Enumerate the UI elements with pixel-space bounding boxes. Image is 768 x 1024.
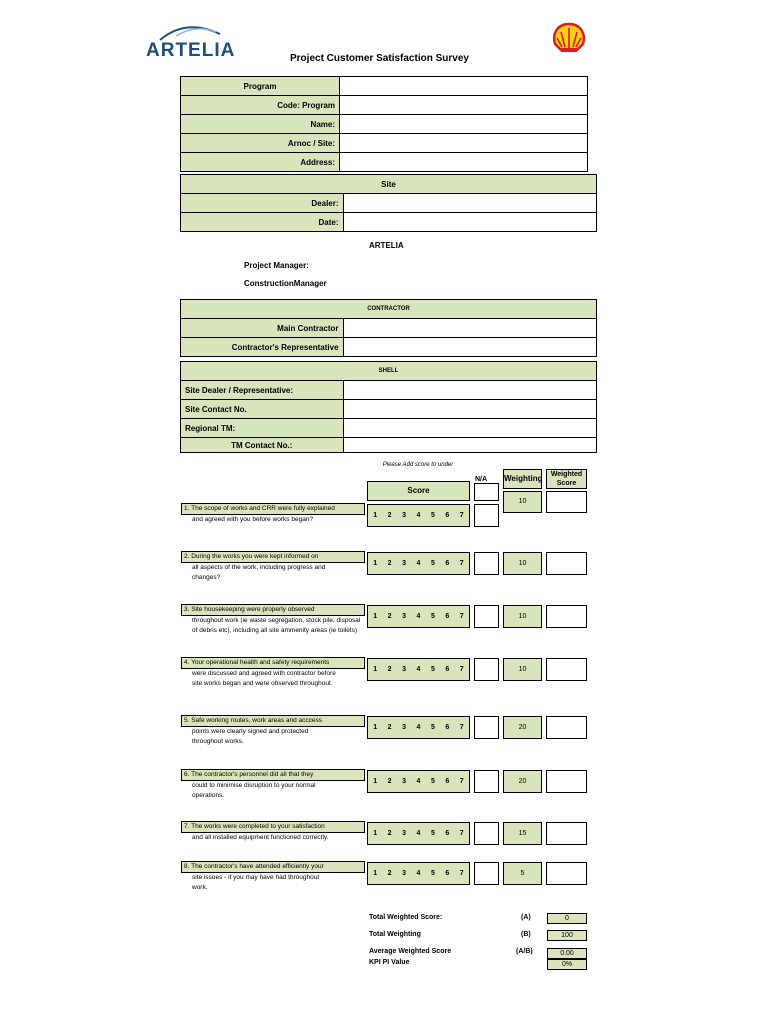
question-first-line: 2. During the works you were kept informed on bbox=[181, 551, 365, 563]
program-value[interactable] bbox=[340, 77, 588, 96]
score-scale bbox=[367, 862, 470, 885]
question-text bbox=[181, 657, 365, 689]
score-option-3[interactable]: 3 bbox=[402, 512, 406, 519]
score-option-7[interactable]: 7 bbox=[459, 830, 464, 837]
question-text bbox=[181, 715, 365, 747]
score-option-4[interactable]: 4 bbox=[416, 724, 421, 731]
date-label: Date: bbox=[181, 213, 344, 232]
score-option-6[interactable]: 6 bbox=[445, 870, 450, 877]
na-label: N/A bbox=[475, 476, 488, 483]
question-second-line: points were clearly signed and protected bbox=[192, 728, 309, 735]
question-first-line: 6. The contractor's personnel did all that they bbox=[181, 769, 365, 781]
total-weighted-value: 0 bbox=[547, 913, 587, 924]
score-option-7[interactable]: 7 bbox=[459, 778, 464, 785]
score-option-7[interactable]: 7 bbox=[459, 512, 464, 519]
weighted-score-value bbox=[546, 770, 587, 793]
score-option-4[interactable]: 4 bbox=[416, 778, 421, 785]
shell-header: SHELL bbox=[181, 362, 597, 381]
weighting-value: 10 bbox=[503, 658, 542, 681]
score-option-3[interactable]: 3 bbox=[402, 830, 406, 837]
shell-logo-icon bbox=[551, 22, 587, 54]
score-option-5[interactable]: 5 bbox=[430, 512, 435, 519]
contractor-table bbox=[180, 299, 597, 357]
score-option-5[interactable]: 5 bbox=[430, 830, 435, 837]
weighted-score-value bbox=[546, 658, 587, 681]
score-option-7[interactable]: 7 bbox=[459, 666, 464, 673]
weighting-value: 10 bbox=[503, 605, 542, 628]
score-option-1[interactable]: 1 bbox=[373, 830, 378, 837]
score-note: Please Add score to under bbox=[382, 462, 454, 468]
score-option-2[interactable]: 2 bbox=[387, 870, 392, 877]
artelia-logo: ARTELIA bbox=[146, 40, 236, 61]
question-first-line: 8. The contractor's have attended efficiently your bbox=[181, 861, 365, 873]
question-second-line: site issues - if you may have had throughout bbox=[192, 874, 320, 881]
date-field[interactable] bbox=[343, 213, 596, 232]
score-option-5[interactable]: 5 bbox=[430, 613, 435, 620]
score-option-6[interactable]: 6 bbox=[445, 830, 450, 837]
total-weighted-label: Total Weighted Score: bbox=[369, 914, 443, 921]
weighting-value: 10 bbox=[503, 552, 542, 575]
question-first-line: 5. Safe working routes, work areas and acccess bbox=[181, 715, 365, 727]
question-first-line: 7. The works were completed to your satisfaction bbox=[181, 821, 365, 833]
score-option-6[interactable]: 6 bbox=[445, 778, 450, 785]
top-weighted-score bbox=[546, 491, 587, 513]
question-second-line: were discussed and agreed with contractor before bbox=[192, 670, 336, 677]
na-checkbox[interactable] bbox=[474, 770, 499, 793]
score-scale bbox=[367, 822, 470, 845]
question-text bbox=[181, 551, 365, 583]
score-option-7[interactable]: 7 bbox=[459, 724, 464, 731]
site-header: Site bbox=[181, 175, 597, 194]
total-weighting-label: Total Weighting bbox=[369, 931, 421, 938]
question-third-line: changes? bbox=[192, 574, 221, 581]
question-third-line: site works began and were observed throughout. bbox=[192, 680, 333, 687]
total-weighted-code: (A) bbox=[521, 914, 531, 921]
score-option-3[interactable]: 3 bbox=[402, 613, 406, 620]
main-contractor-field[interactable] bbox=[343, 319, 596, 338]
score-option-2[interactable]: 2 bbox=[387, 512, 392, 519]
question-second-line: and agreed with you before works began? bbox=[192, 516, 314, 523]
score-option-2[interactable]: 2 bbox=[387, 560, 392, 567]
site-contact-field[interactable] bbox=[343, 400, 596, 419]
page-title: Project Customer Satisfaction Survey bbox=[290, 53, 469, 64]
question-third-line: work. bbox=[192, 884, 208, 891]
weighting-value: 20 bbox=[503, 770, 542, 793]
arnoc-site-field[interactable] bbox=[340, 134, 588, 153]
contractor-rep-field[interactable] bbox=[343, 338, 596, 357]
site-dealer-field[interactable] bbox=[343, 381, 596, 400]
question-first-line: 3. Site housekeeping were properly observed bbox=[181, 604, 365, 616]
score-option-4[interactable]: 4 bbox=[416, 613, 421, 620]
score-option-2[interactable]: 2 bbox=[387, 666, 392, 673]
weighting-value: 15 bbox=[503, 822, 542, 845]
score-option-1[interactable]: 1 bbox=[373, 778, 378, 785]
average-weighted-label: Average Weighted Score bbox=[369, 948, 452, 955]
weighted-score-value bbox=[546, 862, 587, 885]
contractor-header: CONTRACTOR bbox=[181, 300, 597, 319]
score-option-2[interactable]: 2 bbox=[387, 613, 392, 620]
score-option-3[interactable]: 3 bbox=[402, 778, 406, 785]
score-option-4[interactable]: 4 bbox=[416, 560, 421, 567]
site-contact-label: Site Contact No. bbox=[181, 400, 344, 419]
score-option-3[interactable]: 3 bbox=[402, 666, 406, 673]
weighted-score-value bbox=[546, 716, 587, 739]
address-field[interactable] bbox=[340, 153, 588, 172]
dealer-label: Dealer: bbox=[181, 194, 344, 213]
question-third-line: of debris etc), including all site ammenity areas (ie toilets) bbox=[192, 627, 358, 634]
code-program-label: Code: Program bbox=[181, 96, 340, 115]
na-checkbox[interactable] bbox=[474, 552, 499, 575]
score-option-3[interactable]: 3 bbox=[402, 870, 406, 877]
question-text bbox=[181, 503, 365, 525]
weighted-score-value bbox=[546, 822, 587, 845]
na-header-box bbox=[474, 483, 499, 501]
question-second-line: could to minimise disruption to your normal bbox=[192, 782, 316, 789]
average-weighted-code: (A/B) bbox=[516, 948, 533, 955]
tm-contact-label: TM Contact No.: bbox=[181, 438, 344, 453]
question-text bbox=[181, 604, 365, 636]
code-program-field[interactable] bbox=[340, 96, 588, 115]
question-text bbox=[181, 861, 365, 893]
score-option-3[interactable]: 3 bbox=[402, 560, 406, 567]
contractor-rep-label: Contractor's Representative bbox=[181, 338, 344, 357]
total-weighting-value: 100 bbox=[547, 930, 587, 941]
site-table bbox=[180, 174, 597, 232]
site-dealer-label: Site Dealer / Representative: bbox=[181, 381, 344, 400]
program-header: Program bbox=[181, 77, 340, 96]
weighting-value: 20 bbox=[503, 716, 542, 739]
dealer-field[interactable] bbox=[343, 194, 596, 213]
score-scale bbox=[367, 605, 470, 628]
score-option-4[interactable]: 4 bbox=[416, 512, 421, 519]
score-option-6[interactable]: 6 bbox=[445, 560, 450, 567]
score-scale bbox=[367, 658, 470, 681]
na-checkbox[interactable] bbox=[474, 605, 499, 628]
score-scale bbox=[367, 770, 470, 793]
score-option-5[interactable]: 5 bbox=[430, 666, 435, 673]
score-option-6[interactable]: 6 bbox=[445, 724, 450, 731]
weighting-header: Weighting bbox=[503, 469, 542, 489]
regional-tm-label: Regional TM: bbox=[181, 419, 344, 438]
score-option-5[interactable]: 5 bbox=[430, 724, 435, 731]
question-first-line: 4. Your operational health and safety requirements bbox=[181, 657, 365, 669]
na-checkbox[interactable] bbox=[474, 716, 499, 739]
name-label: Name: bbox=[181, 115, 340, 134]
score-option-1[interactable]: 1 bbox=[373, 666, 378, 673]
weighted-score-value bbox=[546, 552, 587, 575]
main-contractor-label: Main Contractor bbox=[181, 319, 344, 338]
score-option-5[interactable]: 5 bbox=[430, 560, 435, 567]
score-option-2[interactable]: 2 bbox=[387, 778, 392, 785]
score-option-1[interactable]: 1 bbox=[373, 512, 378, 519]
project-manager-label: Project Manager: bbox=[244, 261, 309, 270]
kpi-label: KPI PI Value bbox=[369, 959, 410, 966]
regional-tm-field[interactable] bbox=[343, 419, 596, 438]
score-option-1[interactable]: 1 bbox=[373, 870, 378, 877]
score-option-7[interactable]: 7 bbox=[459, 560, 464, 567]
kpi-value: 0% bbox=[547, 959, 587, 970]
score-scale bbox=[367, 716, 470, 739]
arnoc-site-label: Arnoc / Site: bbox=[181, 134, 340, 153]
score-option-7[interactable]: 7 bbox=[459, 870, 464, 877]
shell-table bbox=[180, 361, 597, 453]
score-option-6[interactable]: 6 bbox=[445, 512, 450, 519]
tm-contact-field[interactable] bbox=[343, 438, 596, 453]
total-weighting-code: (B) bbox=[521, 931, 531, 938]
score-option-4[interactable]: 4 bbox=[416, 830, 421, 837]
question-text bbox=[181, 821, 365, 843]
na-checkbox[interactable] bbox=[474, 822, 499, 845]
weighted-score-header: Weighted Score bbox=[546, 469, 587, 489]
score-option-6[interactable]: 6 bbox=[445, 613, 450, 620]
construction-manager-label: ConstructionManager bbox=[244, 279, 327, 288]
top-weight: 10 bbox=[503, 491, 542, 513]
score-option-2[interactable]: 2 bbox=[387, 830, 392, 837]
score-option-1[interactable]: 1 bbox=[373, 724, 378, 731]
score-option-4[interactable]: 4 bbox=[416, 870, 421, 877]
score-option-6[interactable]: 6 bbox=[445, 666, 450, 673]
average-weighted-value: 0.00 bbox=[547, 948, 587, 959]
score-option-2[interactable]: 2 bbox=[387, 724, 392, 731]
score-scale bbox=[367, 552, 470, 575]
score-option-3[interactable]: 3 bbox=[402, 724, 406, 731]
score-option-7[interactable]: 7 bbox=[459, 613, 464, 620]
question-second-line: and all installed equipment functioned correctly. bbox=[192, 834, 329, 841]
question-third-line: operations. bbox=[192, 792, 225, 799]
question-third-line: throughout works. bbox=[192, 738, 244, 745]
score-scale bbox=[367, 504, 470, 527]
weighted-score-value bbox=[546, 605, 587, 628]
score-option-5[interactable]: 5 bbox=[430, 778, 435, 785]
score-option-4[interactable]: 4 bbox=[416, 666, 421, 673]
score-option-5[interactable]: 5 bbox=[430, 870, 435, 877]
score-header: Score bbox=[367, 481, 470, 501]
question-second-line: all aspects of the work, including progress and bbox=[192, 564, 326, 571]
name-field[interactable] bbox=[340, 115, 588, 134]
address-label: Address: bbox=[181, 153, 340, 172]
score-option-1[interactable]: 1 bbox=[373, 613, 378, 620]
score-option-1[interactable]: 1 bbox=[373, 560, 378, 567]
na-checkbox[interactable] bbox=[474, 504, 499, 527]
question-first-line: 1. The scope of works and CRR were fully explained bbox=[181, 503, 365, 515]
question-text bbox=[181, 769, 365, 801]
na-checkbox[interactable] bbox=[474, 658, 499, 681]
program-table bbox=[180, 76, 588, 172]
na-checkbox[interactable] bbox=[474, 862, 499, 885]
artelia-heading: ARTELIA bbox=[369, 241, 404, 250]
question-second-line: throughout work (ie waste segregation, stock pile, disposal bbox=[192, 617, 361, 624]
weighting-value: 5 bbox=[503, 862, 542, 885]
